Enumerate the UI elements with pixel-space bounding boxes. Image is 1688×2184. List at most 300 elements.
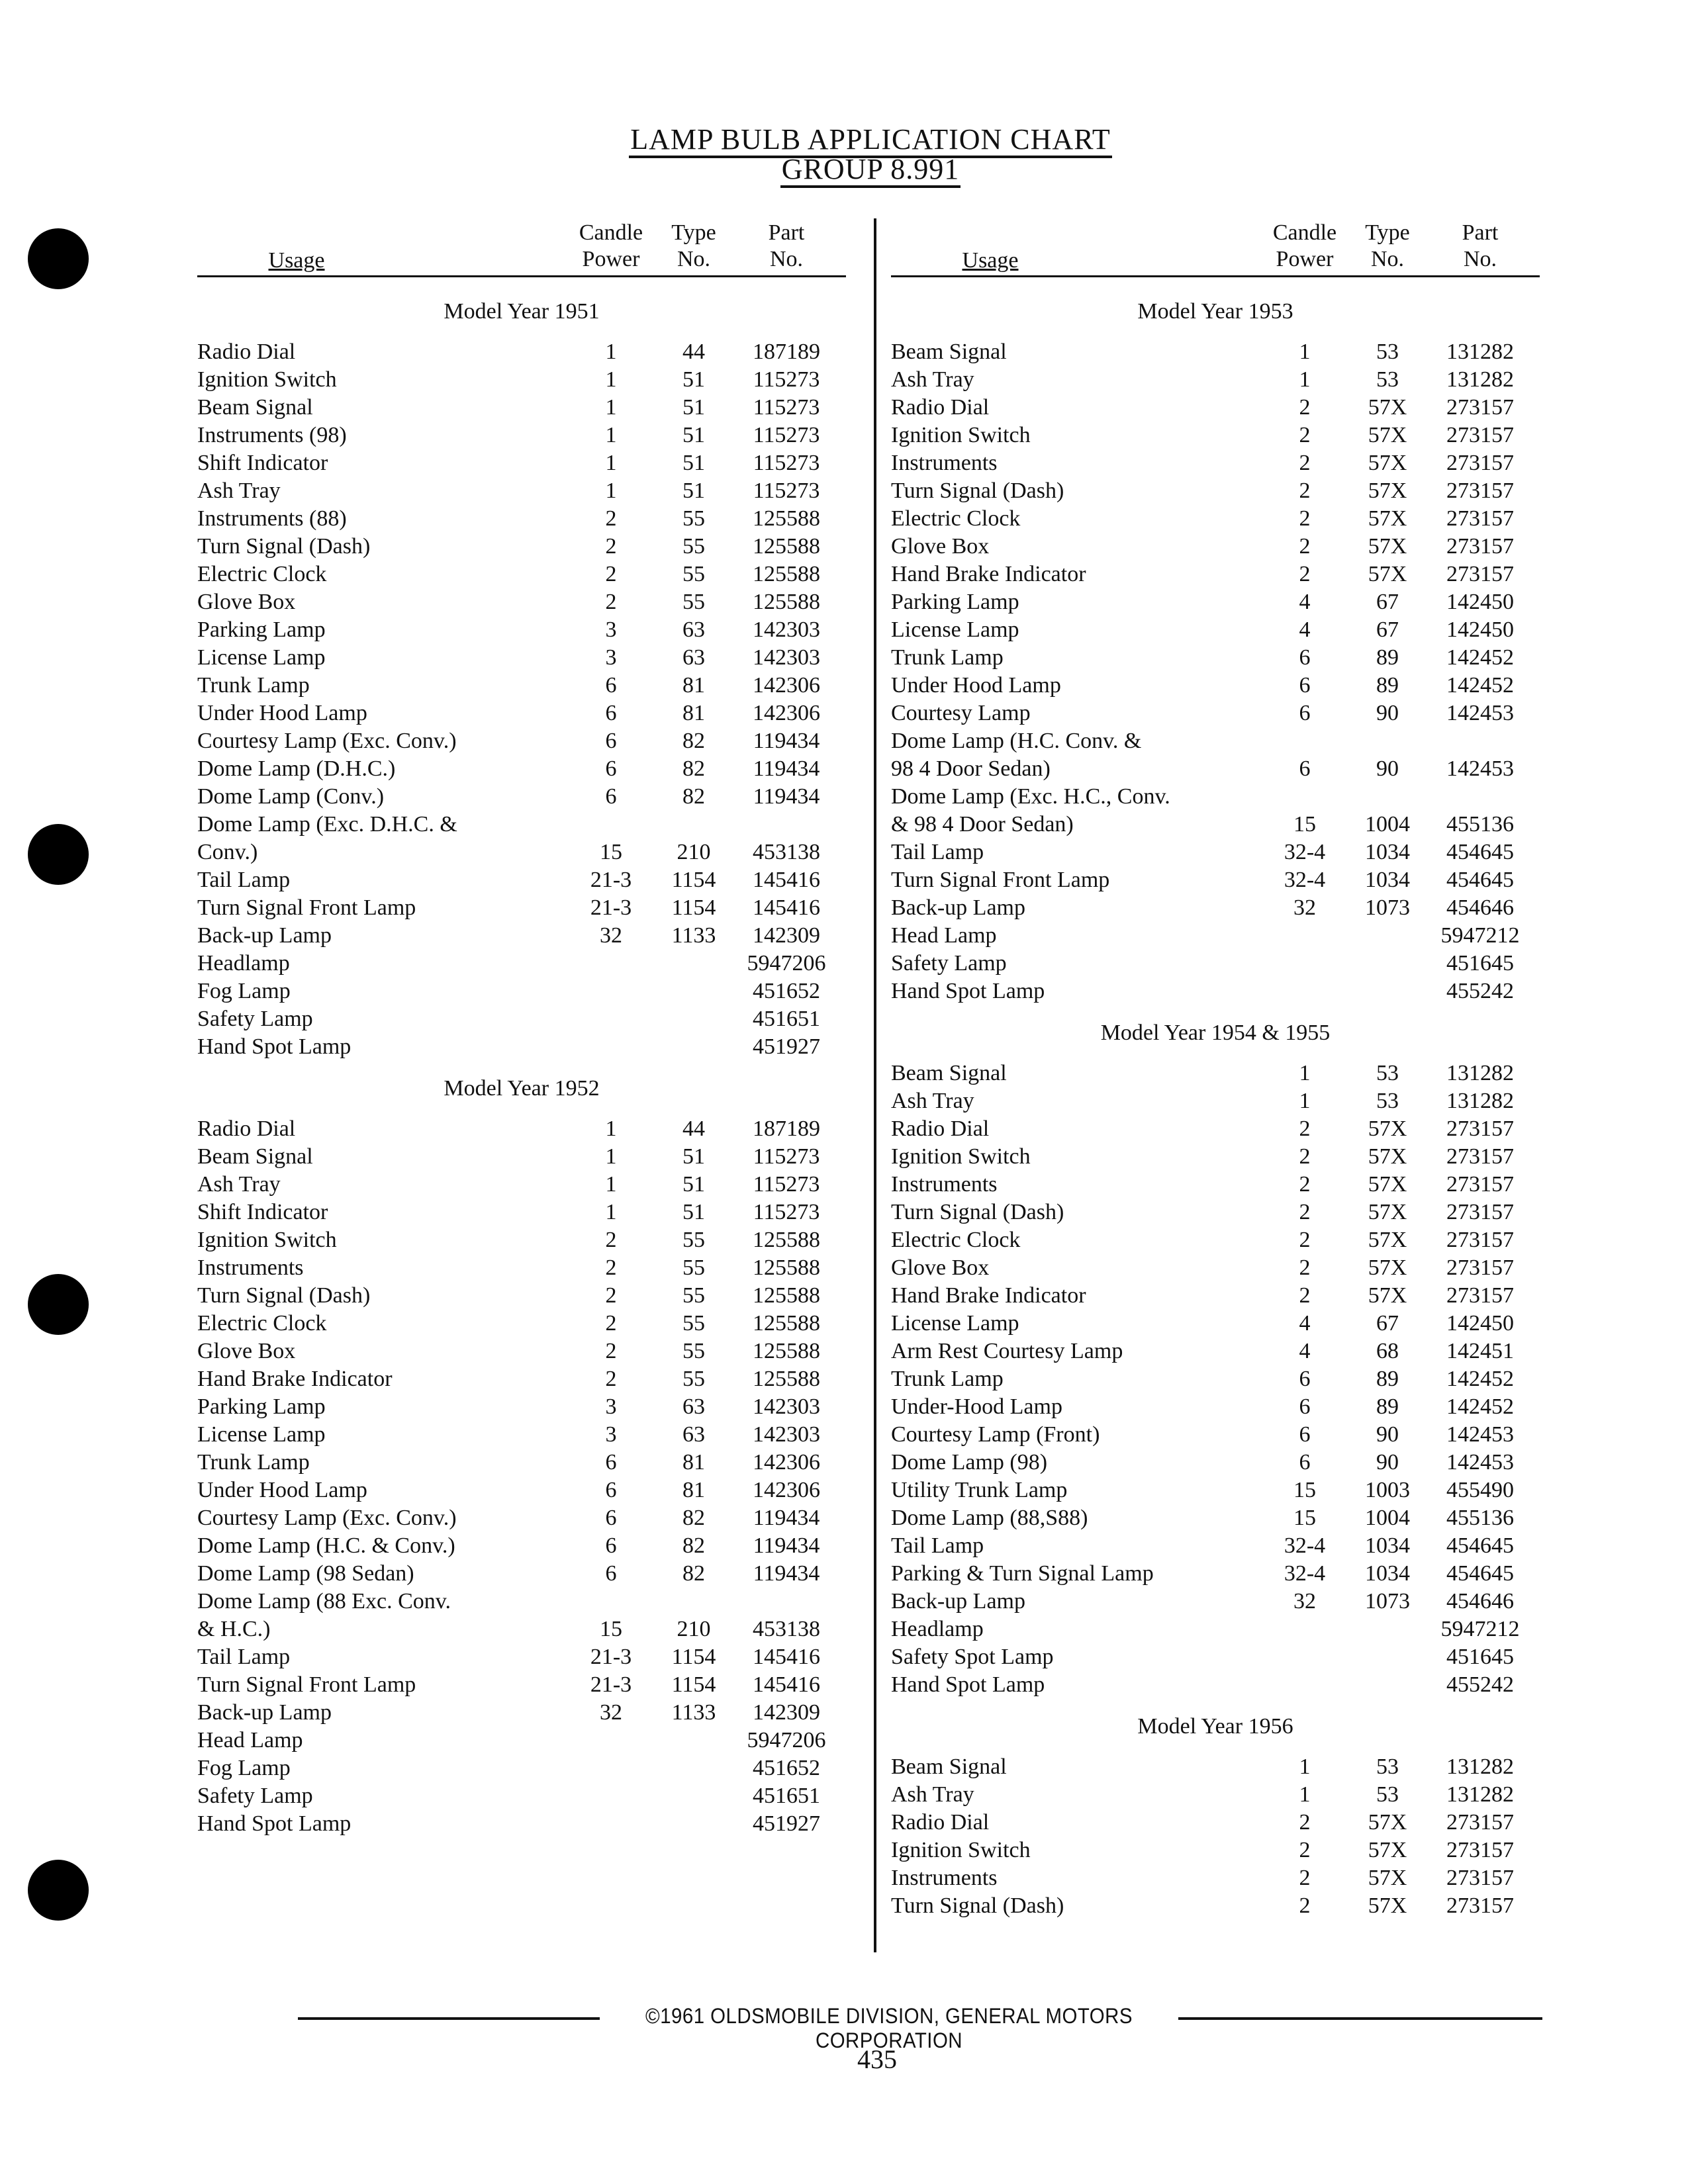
part-no-cell: 119434 [753,756,820,781]
table-row [197,1171,846,1199]
usage-cell: Parking Lamp [891,590,1019,614]
part-no-cell: 273157 [1446,1172,1514,1197]
table-row [197,1782,846,1810]
type-no-cell: 1034 [1365,1561,1410,1586]
candle-power-cell: 2 [605,562,617,586]
part-no-cell: 142451 [1446,1339,1514,1363]
type-no-cell: 1154 [671,1672,716,1697]
table-row [891,533,1540,561]
part-no-cell: 131282 [1446,1754,1514,1779]
type-no-cell: 57X [1368,478,1407,503]
table-row [891,1143,1540,1171]
copyright-notice: ©1961 OLDSMOBILE DIVISION, GENERAL MOTORS CORPORATION [645,2004,1133,2052]
table-row [197,978,846,1005]
candle-power-cell: 1 [605,367,617,392]
type-no-cell: 57X [1368,1228,1407,1252]
table-row [197,422,846,449]
part-no-cell: 273157 [1446,1228,1514,1252]
part-no-cell: 142450 [1446,1311,1514,1336]
candle-power-cell: 6 [1299,1450,1311,1475]
type-no-cell: 81 [682,673,705,698]
right-column [891,218,1540,1920]
table-row [197,1532,846,1560]
type-no-cell: 63 [682,1394,705,1419]
part-no-cell: 273157 [1446,1893,1514,1918]
group-number: GROUP 8.991 [0,152,1688,186]
part-no-cell: 273157 [1446,1810,1514,1835]
usage-cell: Beam Signal [891,340,1007,364]
usage-cell: Courtesy Lamp (Exc. Conv.) [197,1506,457,1530]
usage-cell: Ignition Switch [891,1144,1031,1169]
part-no-cell: 273157 [1446,1200,1514,1224]
table-row [891,561,1540,588]
usage-cell: Courtesy Lamp [891,701,1031,725]
table-row [891,616,1540,644]
table-row [891,449,1540,477]
candle-power-cell: 15 [1293,1478,1316,1502]
table-row [197,1310,846,1338]
table-row [197,811,846,866]
candle-power-cell: 1 [605,1116,617,1141]
candle-power-cell: 1 [605,1200,617,1224]
usage-cell: Instruments (98) [197,423,347,447]
part-no-cell: 115273 [753,478,820,503]
section-heading: Model Year 1953 [1137,299,1293,324]
table-row [197,505,846,533]
type-no-cell: 57X [1368,395,1407,420]
part-no-cell: 5947212 [1440,923,1520,948]
usage-cell: Back-up Lamp [891,895,1025,920]
type-no-cell: 51 [682,423,705,447]
type-no-cell: 90 [1376,756,1399,781]
table-row [891,1060,1540,1087]
usage-cell: Back-up Lamp [197,1700,332,1725]
part-no-cell: 453138 [753,1617,820,1641]
type-no-cell: 51 [682,395,705,420]
table-row [891,477,1540,505]
usage-cell: Dome Lamp (H.C. & Conv.) [197,1533,455,1558]
candle-power-cell: 1 [605,1144,617,1169]
type-no-cell: 55 [682,1283,705,1308]
usage-cell: Electric Clock [197,1311,327,1336]
part-no-cell: 142453 [1446,701,1514,725]
type-no-cell: 81 [682,1478,705,1502]
type-no-cell: 63 [682,1422,705,1447]
table-row [197,477,846,505]
part-no-cell: 454646 [1446,1589,1514,1614]
part-no-cell: 451651 [753,1007,820,1031]
type-no-cell: 82 [682,1506,705,1530]
table-row [891,422,1540,449]
candle-power-cell: 1 [1299,367,1311,392]
candle-power-cell: 2 [1299,395,1311,420]
type-no-cell: 53 [1376,340,1399,364]
part-no-cell: 115273 [753,1144,820,1169]
type-no-cell: 1004 [1365,1506,1410,1530]
part-no-cell: 451927 [753,1811,820,1836]
type-no-cell: 55 [682,562,705,586]
candle-power-cell: 2 [605,534,617,559]
table-row [197,1699,846,1727]
type-no-cell: 57X [1368,534,1407,559]
type-no-cell: 82 [682,756,705,781]
type-no-cell: 210 [677,1617,711,1641]
candle-power-cell: 4 [1299,617,1311,642]
candle-power-cell: 1 [1299,1782,1311,1807]
part-no-cell: 5947206 [747,951,826,976]
part-no-cell: 142452 [1446,1367,1514,1391]
table-row [891,1643,1540,1671]
usage-cell: Instruments (88) [197,506,347,531]
type-no-cell: 1073 [1365,895,1410,920]
candle-power-cell: 15 [600,840,622,864]
type-no-cell: 44 [682,340,705,364]
part-no-cell: 115273 [753,423,820,447]
candle-power-cell: 6 [1299,701,1311,725]
usage-cell: Safety Lamp [197,1007,313,1031]
header-usage: Usage [962,248,1019,273]
type-no-cell: 1073 [1365,1589,1410,1614]
usage-cell: Turn Signal Front Lamp [197,895,416,920]
type-no-cell: 57X [1368,562,1407,586]
type-no-cell: 63 [682,645,705,670]
usage-cell: Dome Lamp (88,S88) [891,1506,1088,1530]
candle-power-cell: 2 [1299,451,1311,475]
type-no-cell: 57X [1368,506,1407,531]
table-row [197,366,846,394]
part-no-cell: 131282 [1446,1061,1514,1085]
type-no-cell: 57X [1368,1144,1407,1169]
type-no-cell: 57X [1368,1893,1407,1918]
part-no-cell: 451652 [753,1756,820,1780]
type-no-cell: 51 [682,1144,705,1169]
candle-power-cell: 6 [605,673,617,698]
table-row [891,1199,1540,1226]
usage-cell: Safety Lamp [891,951,1007,976]
table-row [891,783,1540,839]
table-row [891,1477,1540,1504]
part-no-cell: 115273 [753,451,820,475]
type-no-cell: 55 [682,1228,705,1252]
candle-power-cell: 2 [1299,1116,1311,1141]
part-no-cell: 455136 [1446,1506,1514,1530]
candle-power-cell: 1 [605,451,617,475]
usage-cell: Dome Lamp (98 Sedan) [197,1561,414,1586]
table-row [891,922,1540,950]
usage-cell: Fog Lamp [197,1756,291,1780]
table-row [197,1560,846,1588]
usage-cell: Ignition Switch [197,1228,337,1252]
usage-cell: Electric Clock [197,562,327,586]
part-no-cell: 119434 [753,1533,820,1558]
table-row [197,922,846,950]
usage-cell: License Lamp [891,1311,1019,1336]
usage-cell: Turn Signal (Dash) [197,534,371,559]
usage-cell: Ignition Switch [197,367,337,392]
binder-hole-icon [28,1274,89,1335]
table-row [197,1282,846,1310]
type-no-cell: 82 [682,784,705,809]
part-no-cell: 145416 [753,1645,820,1669]
part-no-cell: 273157 [1446,534,1514,559]
part-no-cell: 273157 [1446,562,1514,586]
candle-power-cell: 6 [1299,756,1311,781]
part-no-cell: 5947212 [1440,1617,1520,1641]
type-no-cell: 90 [1376,1422,1399,1447]
table-row [891,1809,1540,1837]
part-no-cell: 119434 [753,1506,820,1530]
usage-cell: Hand Spot Lamp [197,1034,352,1059]
type-no-cell: 89 [1376,1367,1399,1391]
table-row [197,1449,846,1477]
candle-power-cell: 2 [605,1228,617,1252]
part-no-cell: 119434 [753,1561,820,1586]
part-no-cell: 142303 [753,645,820,670]
candle-power-cell: 1 [605,395,617,420]
usage-cell: Back-up Lamp [891,1589,1025,1614]
usage-cell: Under-Hood Lamp [891,1394,1062,1419]
usage-cell: Trunk Lamp [891,1367,1004,1391]
candle-power-cell: 6 [605,729,617,753]
type-no-cell: 57X [1368,1116,1407,1141]
candle-power-cell: 2 [1299,1172,1311,1197]
part-no-cell: 187189 [753,340,820,364]
type-no-cell: 82 [682,1533,705,1558]
usage-cell: Tail Lamp [891,840,984,864]
usage-cell: Tail Lamp [197,868,291,892]
type-no-cell: 53 [1376,1089,1399,1113]
candle-power-cell: 1 [1299,340,1311,364]
part-no-cell: 131282 [1446,1089,1514,1113]
part-no-cell: 453138 [753,840,820,864]
table-row [197,894,846,922]
table-row [197,394,846,422]
table-row [197,672,846,700]
usage-cell: Hand Spot Lamp [891,979,1045,1003]
part-no-cell: 273157 [1446,1283,1514,1308]
part-no-cell: 273157 [1446,1116,1514,1141]
candle-power-cell: 6 [605,701,617,725]
table-row [197,700,846,727]
candle-power-cell: 32 [1293,1589,1316,1614]
candle-power-cell: 32-4 [1284,840,1326,864]
candle-power-cell: 2 [1299,1228,1311,1252]
candle-power-cell: 4 [1299,1339,1311,1363]
part-no-cell: 142453 [1446,1450,1514,1475]
part-no-cell: 454645 [1446,868,1514,892]
table-row [197,1477,846,1504]
part-no-cell: 125588 [753,1228,820,1252]
table-row [197,561,846,588]
usage-cell: Glove Box [891,534,990,559]
footer-rule [298,2017,600,2020]
candle-power-cell: 6 [605,1450,617,1475]
type-no-cell: 57X [1368,423,1407,447]
table-row [197,644,846,672]
usage-cell: Hand Brake Indicator [891,562,1086,586]
usage-cell: Instruments [891,1172,998,1197]
usage-cell: Dome Lamp (D.H.C.) [197,756,396,781]
usage-cell: Dome Lamp (Exc. D.H.C. & Conv.) [197,812,457,864]
part-no-cell: 142453 [1446,1422,1514,1447]
part-no-cell: 451652 [753,979,820,1003]
table-row [891,700,1540,727]
usage-cell: Glove Box [197,1339,296,1363]
type-no-cell: 53 [1376,1754,1399,1779]
candle-power-cell: 2 [605,590,617,614]
usage-cell: Utility Trunk Lamp [891,1478,1068,1502]
table-row [891,1615,1540,1643]
type-no-cell: 1133 [671,923,716,948]
type-no-cell: 210 [677,840,711,864]
candle-power-cell: 6 [605,1561,617,1586]
table-row [891,1171,1540,1199]
candle-power-cell: 2 [1299,478,1311,503]
candle-power-cell: 3 [605,617,617,642]
table-row [891,1504,1540,1532]
type-no-cell: 57X [1368,1838,1407,1862]
type-no-cell: 90 [1376,1450,1399,1475]
part-no-cell: 454645 [1446,1533,1514,1558]
usage-cell: Turn Signal Front Lamp [891,868,1110,892]
candle-power-cell: 2 [1299,1144,1311,1169]
part-no-cell: 142450 [1446,590,1514,614]
binder-hole-icon [28,1860,89,1921]
candle-power-cell: 2 [1299,1893,1311,1918]
table-row [197,950,846,978]
type-no-cell: 57X [1368,1810,1407,1835]
usage-cell: Courtesy Lamp (Front) [891,1422,1100,1447]
usage-cell: Radio Dial [891,1810,990,1835]
part-no-cell: 142452 [1446,1394,1514,1419]
candle-power-cell: 2 [605,506,617,531]
candle-power-cell: 15 [1293,1506,1316,1530]
usage-cell: Headlamp [891,1617,984,1641]
part-no-cell: 125588 [753,1255,820,1280]
usage-cell: Hand Spot Lamp [891,1672,1045,1697]
type-no-cell: 57X [1368,1255,1407,1280]
type-no-cell: 89 [1376,645,1399,670]
type-no-cell: 1154 [671,1645,716,1669]
table-row [891,338,1540,366]
table-row [197,1810,846,1838]
part-no-cell: 142306 [753,1450,820,1475]
page-number: 435 [857,2044,897,2074]
usage-cell: Glove Box [197,590,296,614]
table-row [891,1087,1540,1115]
table-row [891,1365,1540,1393]
table-row [891,727,1540,783]
table-row [891,1671,1540,1699]
candle-power-cell: 2 [1299,1255,1311,1280]
candle-power-cell: 15 [600,1617,622,1641]
type-no-cell: 53 [1376,1782,1399,1807]
usage-cell: Ignition Switch [891,423,1031,447]
candle-power-cell: 2 [605,1311,617,1336]
candle-power-cell: 6 [605,784,617,809]
table-row [891,1864,1540,1892]
footer [298,2004,1542,2052]
usage-cell: Turn Signal (Dash) [891,478,1064,503]
candle-power-cell: 1 [1299,1754,1311,1779]
header-type-no: Type No. [671,220,716,271]
section-heading: Model Year 1951 [444,299,600,324]
candle-power-cell: 32 [600,1700,622,1725]
header-part-no: Part No. [768,220,805,271]
candle-power-cell: 15 [1293,812,1316,837]
part-no-cell: 455136 [1446,812,1514,837]
usage-cell: Dome Lamp (H.C. Conv. & 98 4 Door Sedan) [891,729,1142,781]
type-no-cell: 68 [1376,1339,1399,1363]
usage-cell: Trunk Lamp [891,645,1004,670]
table-row [891,839,1540,866]
part-no-cell: 273157 [1446,1144,1514,1169]
type-no-cell: 1154 [671,868,716,892]
part-no-cell: 5947206 [747,1728,826,1752]
type-no-cell: 55 [682,1367,705,1391]
part-no-cell: 142309 [753,923,820,948]
usage-cell: Beam Signal [891,1754,1007,1779]
part-no-cell: 455490 [1446,1478,1514,1502]
type-no-cell: 63 [682,617,705,642]
part-no-cell: 125588 [753,590,820,614]
part-no-cell: 115273 [753,367,820,392]
table-row [197,533,846,561]
part-no-cell: 142452 [1446,645,1514,670]
usage-cell: Turn Signal (Dash) [891,1893,1064,1918]
candle-power-cell: 3 [605,645,617,670]
part-no-cell: 451927 [753,1034,820,1059]
type-no-cell: 67 [1376,1311,1399,1336]
table-row [197,755,846,783]
usage-cell: Hand Brake Indicator [891,1283,1086,1308]
usage-cell: Electric Clock [891,1228,1021,1252]
usage-cell: Radio Dial [197,1116,296,1141]
type-no-cell: 1154 [671,895,716,920]
footer-rule [1178,2017,1542,2020]
usage-cell: Ash Tray [891,1782,974,1807]
type-no-cell: 57X [1368,451,1407,475]
usage-cell: Arm Rest Courtesy Lamp [891,1339,1123,1363]
usage-cell: Head Lamp [197,1728,303,1752]
chart-title: LAMP BULB APPLICATION CHART [0,122,1688,156]
usage-cell: Safety Spot Lamp [891,1645,1054,1669]
usage-cell: Ash Tray [891,367,974,392]
table-row [891,1892,1540,1920]
part-no-cell: 454645 [1446,1561,1514,1586]
part-no-cell: 131282 [1446,1782,1514,1807]
usage-cell: Hand Spot Lamp [197,1811,352,1836]
usage-cell: Glove Box [891,1255,990,1280]
part-no-cell: 115273 [753,1200,820,1224]
table-row [891,1753,1540,1781]
type-no-cell: 57X [1368,1200,1407,1224]
type-no-cell: 81 [682,701,705,725]
usage-cell: Headlamp [197,951,290,976]
table-row [197,783,846,811]
type-no-cell: 1034 [1365,840,1410,864]
part-no-cell: 142450 [1446,617,1514,642]
part-no-cell: 119434 [753,784,820,809]
candle-power-cell: 3 [605,1394,617,1419]
usage-cell: Fog Lamp [197,979,291,1003]
type-no-cell: 53 [1376,367,1399,392]
type-no-cell: 67 [1376,617,1399,642]
type-no-cell: 55 [682,590,705,614]
candle-power-cell: 2 [1299,562,1311,586]
part-no-cell: 131282 [1446,340,1514,364]
usage-cell: Beam Signal [891,1061,1007,1085]
